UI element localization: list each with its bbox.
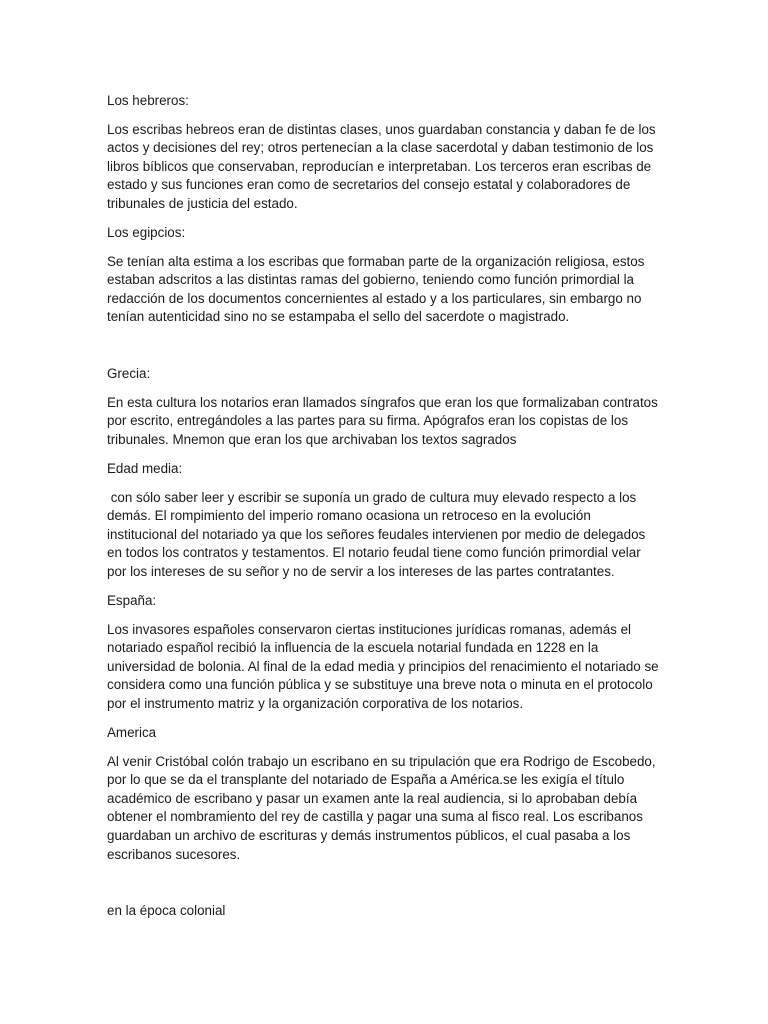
section-heading-egipcios: Los egipcios:: [107, 225, 186, 241]
section-body-edad-media: con sólo saber leer y escribir se suponía un grado de cultura muy elevado respecto a los demás. El rompimiento del imperio romano ocasiona un retroceso en la evolución institucional del notariado ya que los señores feudales intervienen por medio de delegados en todos los contratos y testamentos. El notario feudal tiene como función primordial velar por los intereses de su señor y no de servir a los intereses de las partes contratantes.: [107, 489, 649, 579]
section-body-espana: Los invasores españoles conservaron ciertas instituciones jurídicas romanas, además el notariado español recibió la influencia de la escuela notarial fundada en 1228 en la universidad de bolonia. Al final de la edad media y principios del renacimiento el notariado se considera como una función pública y se substituye una breve nota o minuta en el protocolo por el instrumento matriz y la organización corporativa de los notarios.: [107, 621, 659, 711]
section-body-egipcios: Se tenían alta estima a los escribas que formaban parte de la organización religiosa, estos estaban adscritos a las distintas ramas del gobierno, teniendo como función primordial la redacción de los documentos concernientes al estado y a los particulares, sin embargo no tenían autenticidad sino no se estampaba el sello del sacerdote o magistrado.: [107, 253, 645, 325]
section-body-america: Al venir Cristóbal colón trabajo un escribano en su tripulación que era Rodrigo de Escobedo, por lo que se da el transplante del notariado de España a América.se les exigía el título académico de escribano y pasar un examen ante la real audiencia, si lo aprobaban debía obtener el nombramiento del rey de castilla y pagar una suma al fisco real. Los escribanos guardaban un archivo de escrituras y demás instrumentos públicos, el cual pasaba a los escribanos sucesores.: [107, 753, 656, 862]
section-heading-hebreos: Los hebreros:: [107, 93, 189, 108]
section-body-grecia: En esta cultura los notarios eran llamados síngrafos que eran los que formalizaban contratos por escrito, entregándoles a las partes para su firma. Apógrafos eran los copistas de los tribunales. Mnemon que eran los que archivaban los textos sagrados: [107, 394, 658, 447]
section-heading-grecia: Grecia:: [107, 366, 151, 382]
closing-line: en la época colonial: [107, 903, 226, 919]
section-heading-america: America: [107, 725, 157, 741]
section-body-hebreos: Los escribas hebreos eran de distintas clases, unos guardaban constancia y daban fe de los actos y decisiones del rey; otros pertenecían a la clase sacerdotal y daban testimonio de los libros bíblicos que conservaban, reproducían e interpretaban. Los terceros eran escribas de estado y sus funciones eran como de secretarios del consejo estatal y colaboradores de tribunales de justicia del estado.: [107, 121, 656, 211]
document-page: [107, 92, 663, 921]
section-heading-espana: España:: [107, 592, 157, 608]
section-heading-edad-media: Edad media:: [107, 460, 183, 476]
